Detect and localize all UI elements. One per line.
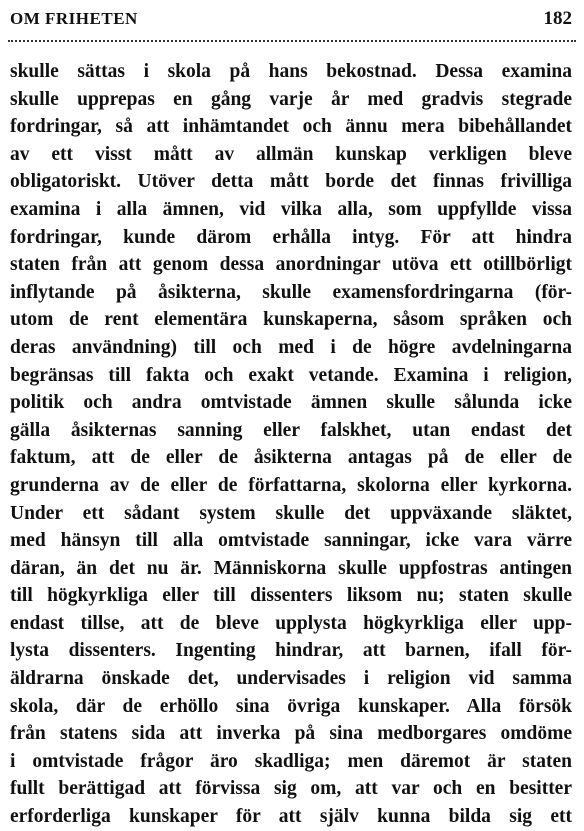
text-line: fullt berättigad att förvissa sig om, att var och en besitter: [10, 778, 572, 800]
text-line: från statens sida att inverka på sina medborgares omdöme: [10, 723, 572, 745]
text-line: staten från att genom dessa anordningar utöva ett otillbörligt: [10, 254, 572, 276]
text-line: fordringar, så att inhämtandet och ännu mera bibehållandet: [10, 116, 572, 138]
text-line: gälla åsikternas sanning eller falskhet, utan endast det: [10, 419, 572, 441]
text-line: däran, än det nu är. Människorna skulle uppfostras antingen: [10, 557, 572, 579]
text-line: examina i alla ämnen, vid vilka alla, som uppfyllde vissa: [10, 198, 572, 220]
text-line: fordringar, kunde därom erhålla intyg. För att hindra: [10, 226, 572, 248]
running-title: OM FRIHETEN: [10, 9, 138, 28]
text-line: politik och andra omtvistade ämnen skulle sålunda icke: [10, 392, 572, 414]
text-line: faktum, att de eller de åsikterna antagas på de eller de: [10, 447, 572, 469]
running-head: [10, 6, 572, 32]
text-line: deras användning) till och med i de högre avdelningarna: [10, 336, 572, 358]
text-line: grunderna av de eller de författarna, skolorna eller kyrkorna.: [10, 474, 572, 496]
text-line: Under ett sådant system skulle det uppväxande släktet,: [10, 502, 572, 524]
text-line: till högkyrkliga eller till dissenters liksom nu; staten skulle: [10, 585, 572, 607]
text-line: inflytande på åsikterna, skulle examensfordringarna (för-: [10, 281, 572, 303]
text-line: utom de rent elementära kunskaperna, såsom språken och: [10, 309, 572, 331]
page-number: 182: [543, 8, 572, 29]
text-line: erforderliga kunskaper för att själv kunna bilda sig ett: [10, 806, 572, 828]
body-text: [10, 58, 572, 831]
text-line: lysta dissenters. Ingenting hindrar, att barnen, ifall för-: [10, 640, 572, 662]
text-line: skulle upprepas en gång varje år med gradvis stegrade: [10, 88, 572, 110]
text-line: äldrarna önskade det, undervisades i religion vid samma: [10, 668, 572, 690]
text-line: skola, där de erhöllo sina övriga kunskaper. Alla försök: [10, 695, 572, 717]
text-line: med hänsyn till alla omtvistade sanningar, icke vara värre: [10, 530, 572, 552]
text-line: skulle sättas i skola på hans bekostnad. Dessa examina: [10, 61, 572, 82]
text-line: endast tillse, att de bleve upplysta högkyrkliga eller upp-: [10, 612, 572, 634]
text-line: i omtvistade frågor äro skadliga; men däremot är staten: [10, 750, 572, 772]
text-line: obligatoriskt. Utöver detta mått borde det finnas frivilliga: [10, 171, 572, 193]
header-rule: [8, 40, 576, 42]
text-line: begränsas till fakta och exakt vetande. Examina i religion,: [10, 364, 572, 386]
text-line: av ett visst mått av allmän kunskap verkligen bleve: [10, 143, 572, 165]
